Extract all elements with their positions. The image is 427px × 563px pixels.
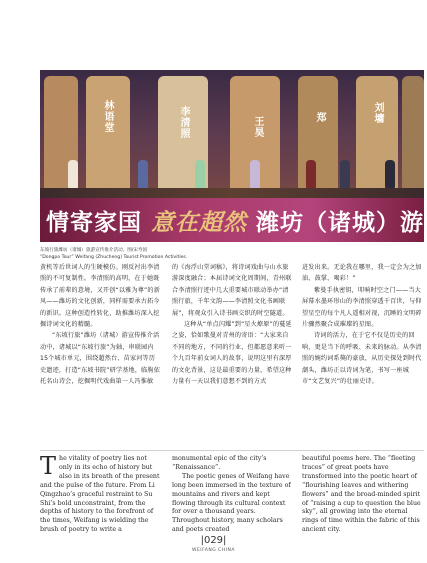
performer — [340, 160, 350, 188]
page-number: |029| — [200, 535, 227, 546]
performer — [385, 160, 395, 188]
paragraph: 的《海浮山堂词稿》，将诗词戏曲与山水旅游深度融合；本届诗词文化周期间，青州联合李清照行迹中几大重要城市联动举办“清照行旅，千年文韵——李清照文化书画联展”，将观众引入诗书画交织的时空隧道。 — [172, 264, 292, 317]
paragraph: “东坡行旅”潍坊（诸城）游宣传推介活动中，诸城以“东坡行旅”为轴，串联园内15个城市单元，围绕超然台、苗家河等历史遗迹，打造“东坡书院”研学基地，临朐依托名山诗会，挖掘明代戏曲第一人冯惟敏 — [40, 332, 161, 386]
panel-name: 郑 — [314, 112, 325, 123]
page-number-value: 029 — [203, 535, 224, 546]
paragraph — [40, 452, 162, 535]
magazine-name: WEIFANG CHINA — [192, 548, 235, 553]
promo-banner — [40, 198, 424, 242]
paragraph: 这种从“单点闪耀”到“星火燎原”的蔓延之姿，恰如歌曼对青州的寄语：“大家来自不同的地方，不同的行业，但都愿意来听一个九百年前女词人的故事，说明这里有深厚的文化背景，这是最重要的力量，希望这种力量有一天以我们意想不到的方式 — [172, 321, 292, 386]
panel-name: 李清照 — [178, 106, 189, 139]
banner-tail: 潍坊（诸城）游 — [247, 210, 424, 236]
section-divider — [40, 450, 424, 451]
paragraph: 诗词的活力，在于它不仅是历史的回响，更是当下的呼吸、未来的脉动。从李清照的婉约词系獒的豪放，从历史探处到时代潮头，潍坊正以诗词为笔，书写一座城市“文艺复兴”的壮丽史诗。 — [302, 332, 422, 386]
chinese-column-2 — [172, 262, 292, 387]
banner-text — [46, 204, 424, 237]
stage-panel — [402, 76, 424, 196]
performer — [138, 160, 148, 188]
paragraph: 迸发出来。无论我在哪里，我一定会为之加油、鼓掌、喝彩！” — [302, 264, 422, 283]
paragraph: monumental epic of the city’s “Renaissance”. — [172, 455, 267, 471]
paragraph: 紫曼手执密钥，叩响时空之门——当大屏幕水墨环形山的李清照穿透千百世，与仰望星空的每个凡人遥相对视，沉睡的文明碎片骤然聚合成璀璨的星图。 — [302, 286, 422, 329]
english-column-3 — [302, 455, 424, 535]
panel-name: 林语堂 — [102, 100, 113, 133]
performer — [250, 160, 260, 188]
stage-panel — [298, 76, 338, 196]
paragraph: 黄机等后世词人的生硬模仿。刚反衬出李清照的不可复制性。李清照的高明，在于她既传承了前辈的意境，又开创“以雅为尊”的新风——潍坊的文化创新，同样需要承古拓今的新识。这种创造性转化，助推潍坊深入挖掘诗词文化的精髓。 — [40, 264, 161, 329]
caption-zh: 东坡行旅潍坊（诸城）旅游宣传推介活动。图/宋寿国 — [40, 248, 148, 253]
panel-name: 刘墉 — [372, 102, 383, 124]
drop-cap: T — [40, 452, 57, 480]
banner-main: 情寄家国 — [46, 210, 142, 236]
english-column-2 — [172, 455, 294, 535]
banner-emphasis: 意在超然 — [142, 210, 248, 236]
english-column-1 — [40, 452, 162, 535]
paragraph: beautiful poems here. The “fleeting traces” of great poets have transformed into the poetic heart of “flourishing leaves and withering flowers” and the broad-minded spirit of “raising a cup to question the blue sky”, all growing into the eternal rings of time within the fabric of this ancient city. — [302, 455, 421, 534]
caption-en: “Dongpo Tour” Weifang (Zhucheng) Tourist Promotion Activities. — [40, 255, 188, 260]
performer — [306, 160, 316, 188]
performer — [68, 160, 78, 188]
chinese-column-1 — [40, 262, 160, 387]
paragraph-text: he vitality of poetry lies not only in its echo of history but also in its breath of the present and the pulse of the future. From Li Qingzhao’s graceful restraint to Su Shi’s bold unconstraint, from the depths of history to the forefront of the times, Weifang is wielding the brush of poetry to write a — [40, 455, 160, 534]
stage-panel — [86, 76, 130, 196]
event-photo — [40, 70, 424, 242]
paragraph: The poetic genes of Weifang have long been immersed in the texture of mountains and rivers and kept flowing through its cultural context for over a thousand years. Throughout history, many scholars and poets created — [172, 472, 291, 534]
performer — [195, 160, 205, 188]
photo-caption — [40, 247, 400, 261]
chinese-column-3 — [302, 262, 422, 387]
panel-name: 王昊 — [252, 116, 263, 138]
